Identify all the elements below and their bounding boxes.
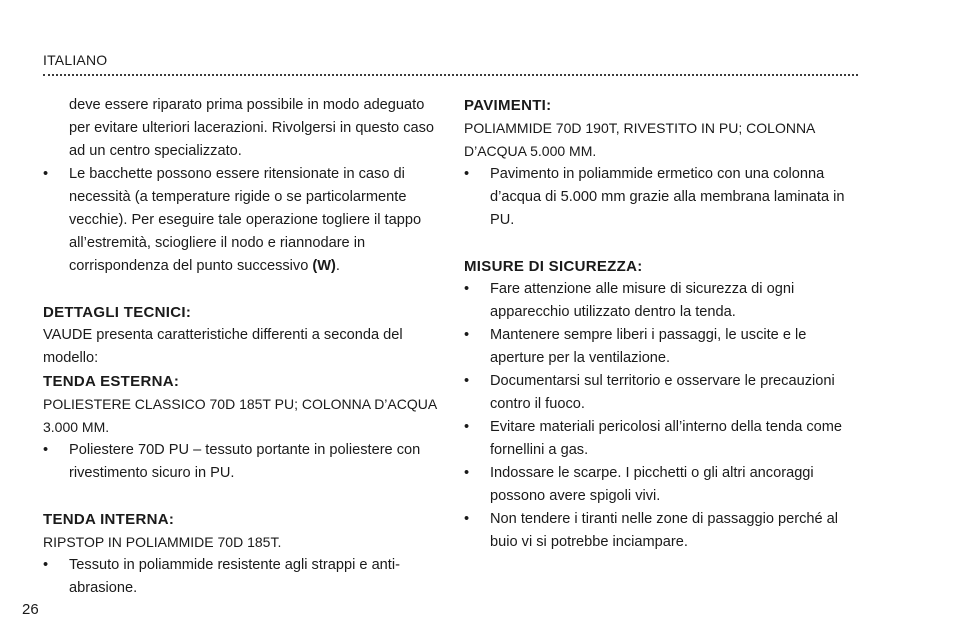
list-item bbox=[464, 462, 862, 508]
section-heading-safety: MISURE DI SICUREZZA: bbox=[464, 258, 643, 275]
list-item bbox=[464, 370, 862, 416]
section-heading-inner-tent: TENDA INTERNA: bbox=[43, 511, 175, 528]
list-item bbox=[43, 163, 441, 278]
bullet-marker: • bbox=[464, 465, 470, 481]
bullet-text: Documentarsi sul territorio e osservare le precauzioni contro il fuoco. bbox=[490, 373, 835, 412]
bullet-marker: • bbox=[464, 419, 470, 435]
list-item bbox=[464, 163, 862, 232]
section-heading-floor: PAVIMENTI: bbox=[464, 97, 552, 114]
list-item bbox=[464, 508, 862, 554]
bullet-text: Poliestere 70D PU – tessuto portante in poliestere con rivestimento sicuro in PU. bbox=[69, 442, 421, 481]
bullet-marker: • bbox=[464, 166, 470, 182]
right-column bbox=[464, 94, 862, 554]
bullet-marker: • bbox=[464, 281, 470, 297]
page-number: 26 bbox=[22, 601, 39, 618]
left-column bbox=[43, 94, 441, 600]
bullet-text: Indossare le scarpe. I picchetti o gli altri ancoraggi possono avere spigoli vivi. bbox=[490, 465, 814, 504]
bullet-marker: • bbox=[464, 511, 470, 527]
list-item bbox=[464, 278, 862, 324]
bullet-text: Tessuto in poliammide resistente agli strappi e anti-abrasione. bbox=[69, 557, 400, 596]
continued-paragraph: deve essere riparato prima possibile in modo adeguato per evitare ulteriori lacerazioni. Rivolgersi in questo caso ad un centro specializzato. bbox=[69, 97, 435, 159]
dotted-divider bbox=[43, 74, 858, 76]
bullet-marker: • bbox=[464, 327, 470, 343]
bullet-text-end: . bbox=[335, 258, 340, 274]
figure-reference: (W) bbox=[312, 258, 336, 274]
technical-text: VAUDE presenta caratteristiche differenti a seconda del modello: bbox=[43, 327, 403, 366]
bullet-text: Le bacchette possono essere ritensionate in caso di necessità (a temperature rigide o se particolarmente vecchie). Per eseguire tale operazione togliere il tappo all’estremità, sciogliere il nodo e riannodare in corrispondenza del punto successivo bbox=[69, 166, 422, 274]
bullet-text: Evitare materiali pericolosi all’interno della tenda come fornellini a gas. bbox=[490, 419, 843, 458]
bullet-text: Pavimento in poliammide ermetico con una colonna d’acqua di 5.000 mm grazie alla membrana laminata in PU. bbox=[490, 166, 845, 228]
bullet-text: Fare attenzione alle misure di sicurezza di ogni apparecchio utilizzato dentro la tenda. bbox=[490, 281, 795, 320]
bullet-text: Mantenere sempre liberi i passaggi, le uscite e le aperture per la ventilazione. bbox=[490, 327, 807, 366]
list-item bbox=[464, 324, 862, 370]
spacer bbox=[43, 278, 441, 301]
spacer bbox=[43, 485, 441, 508]
bullet-marker: • bbox=[43, 442, 49, 458]
section-heading-outer-tent: TENDA ESTERNA: bbox=[43, 373, 180, 390]
outer-tent-spec: POLIESTERE CLASSICO 70D 185T PU; COLONNA D’ACQUA 3.000 MM. bbox=[43, 396, 437, 435]
section-heading-technical: DETTAGLI TECNICI: bbox=[43, 304, 192, 321]
floor-spec: POLIAMMIDE 70D 190T, RIVESTITO IN PU; COLONNA D’ACQUA 5.000 MM. bbox=[464, 120, 815, 159]
bullet-text: Non tendere i tiranti nelle zone di passaggio perché al buio vi si potrebbe inciampare. bbox=[490, 511, 839, 550]
bullet-marker: • bbox=[464, 373, 470, 389]
list-item bbox=[43, 554, 441, 600]
bullet-marker: • bbox=[43, 557, 49, 573]
spacer bbox=[464, 232, 862, 255]
list-item bbox=[43, 439, 441, 485]
language-label: ITALIANO bbox=[43, 52, 108, 68]
bullet-marker: • bbox=[43, 166, 49, 182]
inner-tent-spec: RIPSTOP IN POLIAMMIDE 70D 185T. bbox=[43, 534, 282, 550]
list-item bbox=[464, 416, 862, 462]
